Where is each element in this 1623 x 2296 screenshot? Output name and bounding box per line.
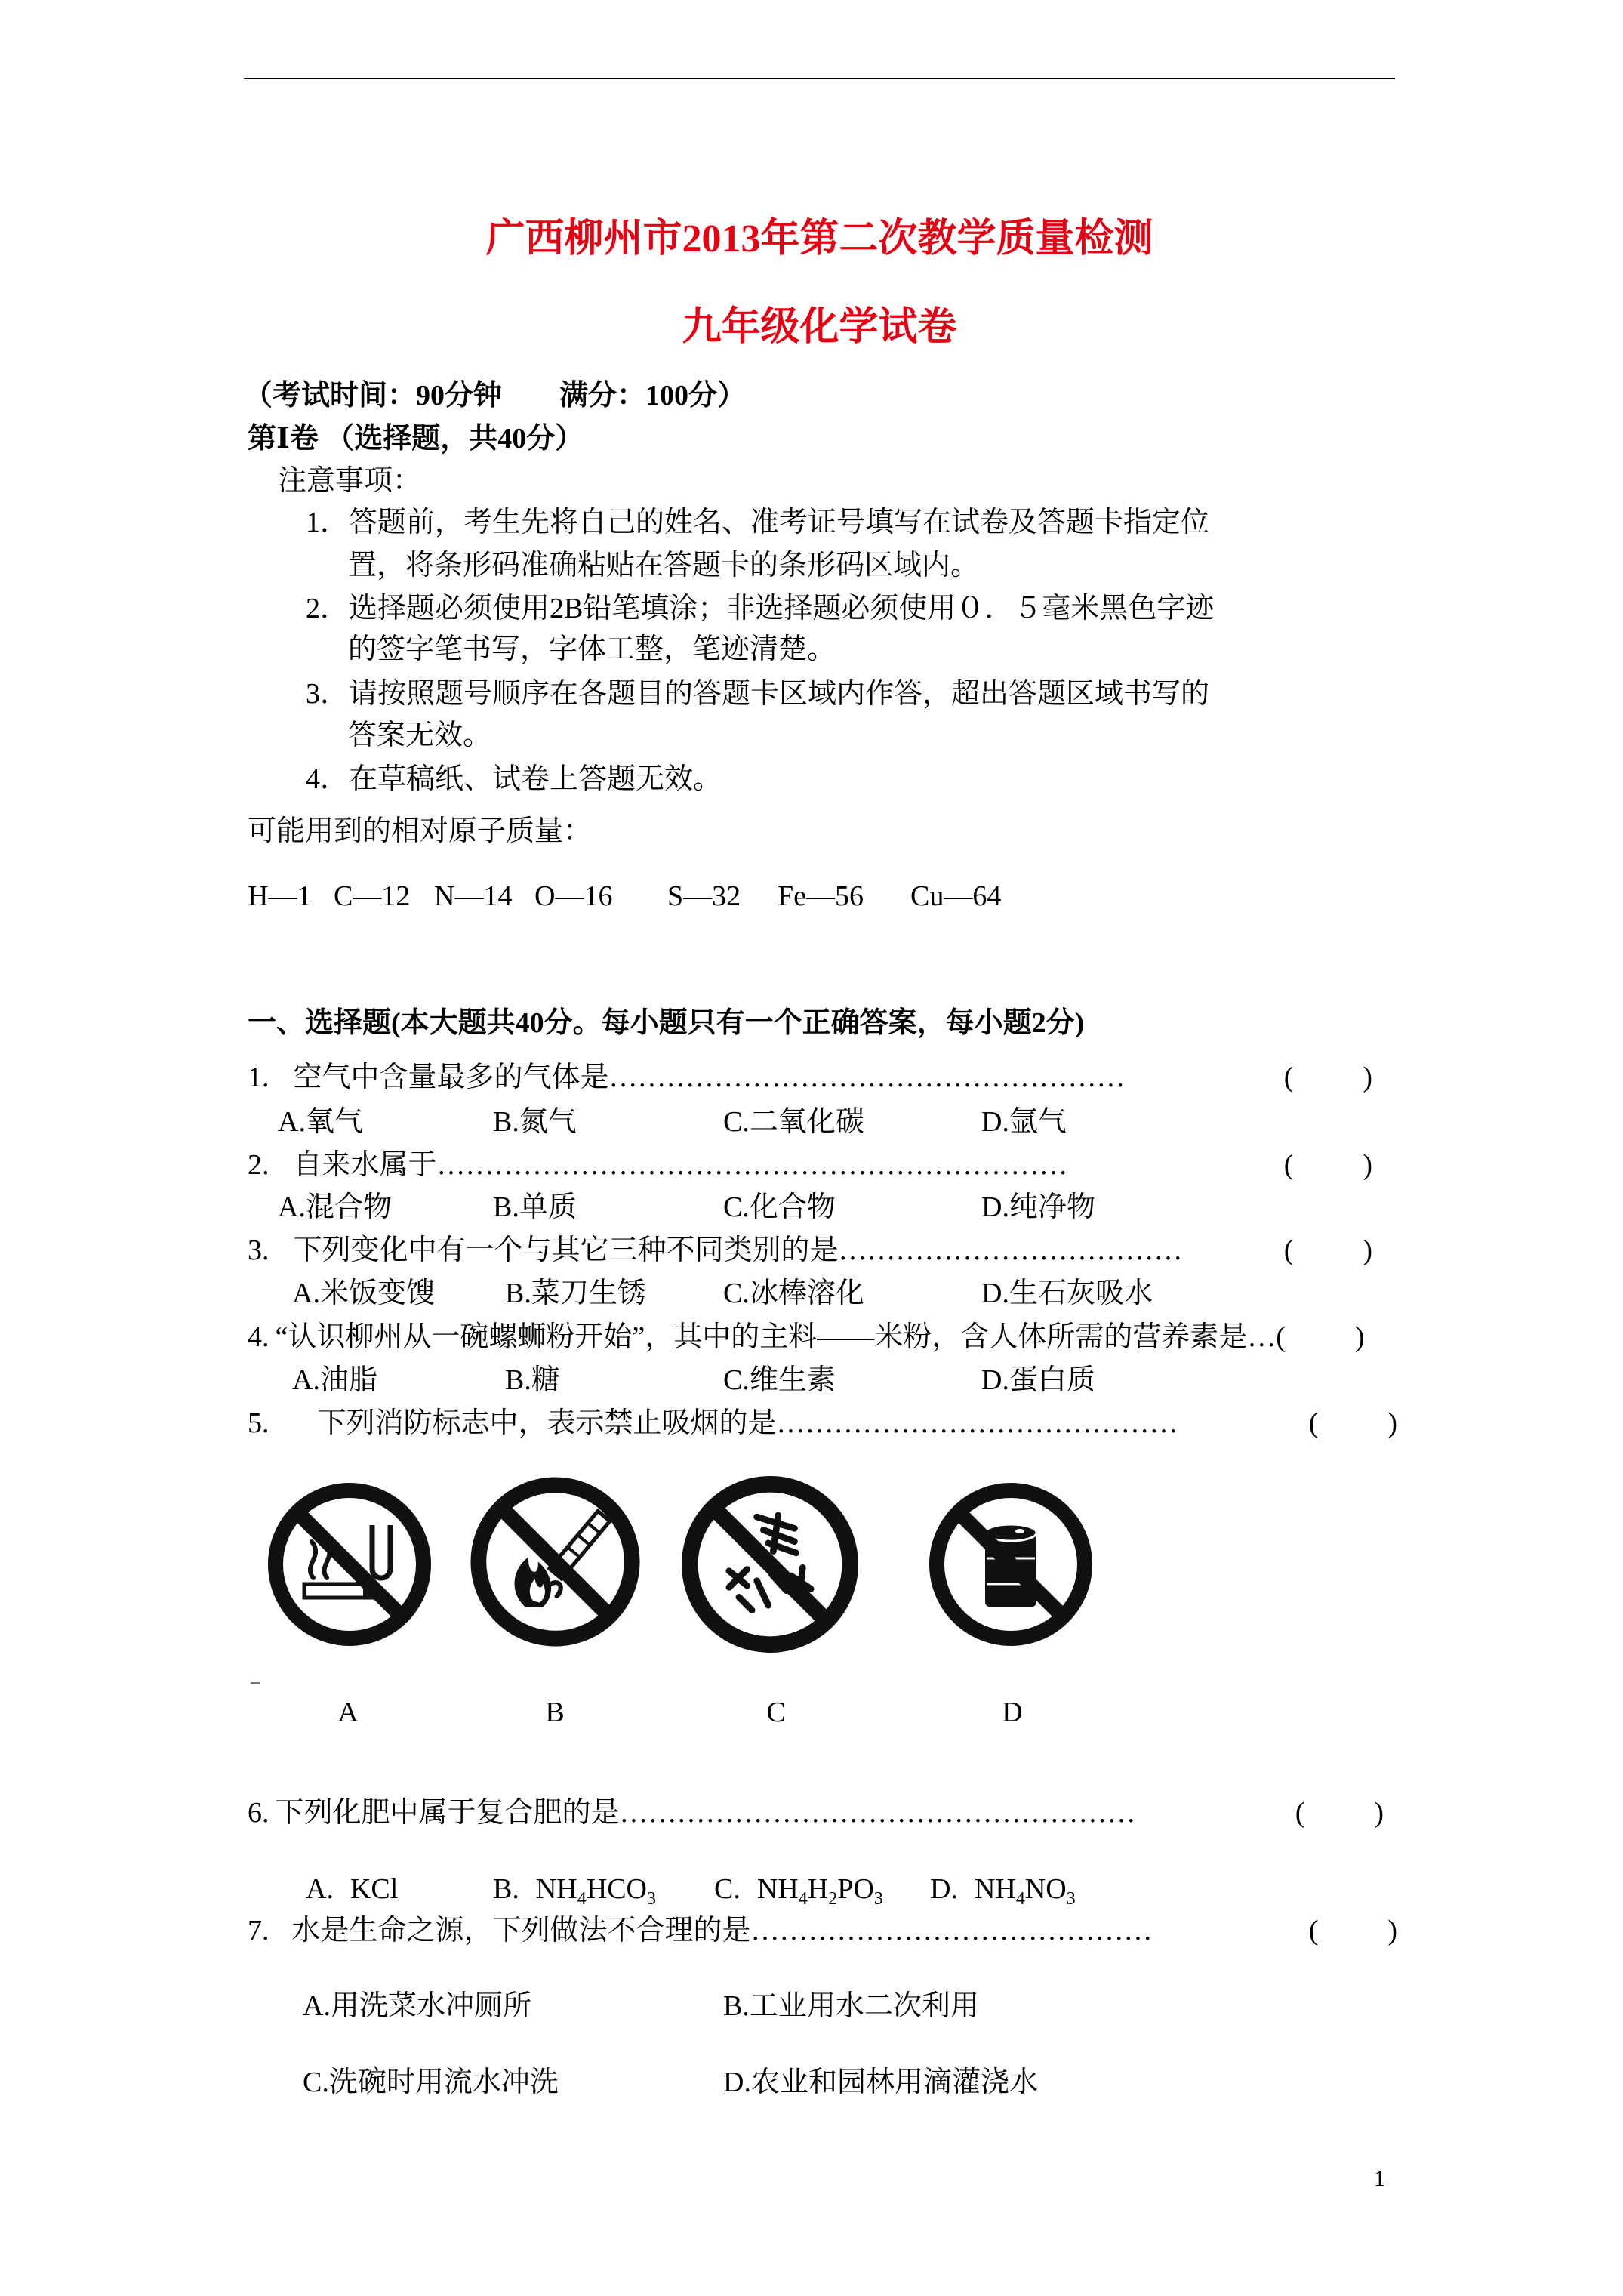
formula-subscript: 4 bbox=[577, 1889, 587, 1909]
formula-subscript: 3 bbox=[646, 1889, 656, 1909]
question-number: 5. bbox=[248, 1407, 269, 1439]
question-5 bbox=[248, 1409, 1397, 1438]
option-a bbox=[306, 1875, 398, 1903]
exam-subtitle: 九年级化学试卷 bbox=[682, 306, 957, 349]
formula-part: KCl bbox=[350, 1873, 399, 1905]
answer-bracket bbox=[1284, 1063, 1372, 1092]
atomic-mass-item: Cu—64 bbox=[910, 880, 1002, 912]
dot-leader: …………………………………… bbox=[776, 1409, 1178, 1438]
question-stem: 水是生命之源，下列做法不合理的是 bbox=[291, 1915, 751, 1946]
dot-leader: … bbox=[1247, 1323, 1277, 1351]
dot-leader: …………………………………… bbox=[750, 1916, 1153, 1945]
option-d: D.农业和园林用滴灌浇水 bbox=[723, 2066, 1038, 2098]
option-b: B.单质 bbox=[493, 1191, 577, 1223]
option-c: C.二氧化碳 bbox=[723, 1106, 864, 1138]
formula-subscript: 3 bbox=[1066, 1889, 1076, 1909]
sign-label-d: D bbox=[1002, 1697, 1023, 1728]
formula-subscript: 2 bbox=[828, 1889, 838, 1909]
sign-label-a: A bbox=[337, 1697, 359, 1728]
bracket-close: ) bbox=[1374, 1797, 1384, 1829]
option-label: A. bbox=[306, 1873, 334, 1905]
question-number: 2. bbox=[248, 1149, 269, 1181]
answer-bracket bbox=[1276, 1323, 1364, 1351]
question-number: 3. bbox=[248, 1234, 269, 1266]
header-rule bbox=[244, 78, 1395, 79]
answer-bracket bbox=[1284, 1151, 1372, 1179]
answer-bracket bbox=[1309, 1409, 1397, 1438]
notice-item-3-continued: 答案无效。 bbox=[348, 720, 492, 751]
no-fireworks-icon bbox=[672, 1466, 868, 1663]
bracket-close: ) bbox=[1363, 1234, 1372, 1266]
notice-title: 注意事项： bbox=[278, 465, 422, 497]
question-number: 1. bbox=[248, 1062, 269, 1093]
page-number: 1 bbox=[1374, 2166, 1385, 2191]
answer-bracket bbox=[1284, 1236, 1372, 1265]
formula-subscript: 4 bbox=[1015, 1889, 1025, 1909]
option-d: D.生石灰吸水 bbox=[981, 1277, 1153, 1309]
bracket-close: ) bbox=[1363, 1062, 1372, 1093]
notice-item-3: 3．请按照题号顺序在各题目的答题卡区域内作答，超出答题区域书写的 bbox=[306, 678, 1210, 710]
question-number: 7. bbox=[248, 1915, 269, 1946]
option-b: B.工业用水二次利用 bbox=[723, 1990, 979, 2022]
section-heading: 一、选择题(本大题共40分。每小题只有一个正确答案，每小题2分) bbox=[248, 1007, 1085, 1039]
formula-subscript: 3 bbox=[873, 1889, 883, 1909]
option-c: C.洗碗时用流水冲洗 bbox=[303, 2066, 559, 2098]
option-label: D. bbox=[930, 1873, 958, 1905]
option-b: B.菜刀生锈 bbox=[505, 1277, 646, 1309]
formula-part: HCO bbox=[586, 1873, 647, 1905]
atomic-mass-item: N—14 bbox=[434, 880, 513, 912]
option-a: A.氧气 bbox=[278, 1106, 363, 1138]
question-7 bbox=[248, 1916, 1397, 1945]
atomic-mass-item: H—1 bbox=[248, 880, 312, 912]
option-c: C.冰棒溶化 bbox=[723, 1277, 864, 1309]
formula-subscript: 4 bbox=[798, 1889, 808, 1909]
stray-mark bbox=[251, 1682, 260, 1684]
option-a: A.油脂 bbox=[292, 1364, 377, 1396]
option-c bbox=[714, 1875, 883, 1907]
no-smoking-icon bbox=[259, 1474, 440, 1655]
bracket-close: ) bbox=[1363, 1149, 1372, 1181]
option-b: B.糖 bbox=[505, 1364, 560, 1396]
question-1 bbox=[248, 1063, 1372, 1092]
notice-item-1-continued: 置，将条形码准确粘贴在答题卡的条形码区域内。 bbox=[348, 550, 980, 581]
bracket-open: ( bbox=[1308, 1915, 1319, 1946]
option-a: A.用洗菜水冲厕所 bbox=[303, 1990, 531, 2022]
bracket-open: ( bbox=[1283, 1234, 1294, 1266]
atomic-mass-item: Fe—56 bbox=[778, 880, 864, 912]
formula-part: NH bbox=[974, 1873, 1016, 1905]
sign-label-c: C bbox=[766, 1697, 786, 1728]
question-stem: 空气中含量最多的气体是 bbox=[293, 1062, 609, 1093]
dot-leader: ……………………………… bbox=[838, 1236, 1183, 1265]
sign-label-b: B bbox=[545, 1697, 565, 1728]
no-oil-drum-icon bbox=[920, 1474, 1101, 1655]
option-d: D.蛋白质 bbox=[981, 1364, 1095, 1396]
formula-part: PO bbox=[837, 1873, 874, 1905]
question-number: 6. bbox=[248, 1797, 269, 1829]
option-label: C. bbox=[714, 1873, 741, 1905]
option-label: B. bbox=[493, 1873, 519, 1905]
bracket-open: ( bbox=[1308, 1407, 1319, 1439]
exam-info: （考试时间：90分钟 满分：100分） bbox=[244, 380, 747, 411]
option-c: C.维生素 bbox=[723, 1364, 836, 1396]
bracket-close: ) bbox=[1387, 1407, 1397, 1439]
bracket-close: ) bbox=[1387, 1915, 1397, 1946]
formula-part: H bbox=[807, 1873, 829, 1905]
notice-item-2-continued: 的签字笔书写，字体工整，笔迹清楚。 bbox=[348, 633, 836, 665]
question-stem: 下列消防标志中，表示禁止吸烟的是 bbox=[317, 1407, 777, 1439]
bracket-open: ( bbox=[1283, 1062, 1294, 1093]
bracket-open: ( bbox=[1295, 1797, 1305, 1829]
question-stem: 下列化肥中属于复合肥的是 bbox=[275, 1797, 620, 1829]
option-c: C.化合物 bbox=[723, 1191, 836, 1223]
question-stem: 下列变化中有一个与其它三种不同类别的是 bbox=[293, 1234, 839, 1266]
formula-part: NO bbox=[1024, 1873, 1067, 1905]
bracket-open: ( bbox=[1283, 1149, 1294, 1181]
question-6 bbox=[248, 1798, 1384, 1827]
question-stem: 自来水属于 bbox=[293, 1149, 437, 1181]
atomic-mass-item: O—16 bbox=[534, 880, 613, 912]
part-heading: 第Ⅰ卷 （选择题，共40分） bbox=[248, 423, 584, 455]
option-a: A.混合物 bbox=[278, 1191, 392, 1223]
atomic-mass-label: 可能用到的相对原子质量： bbox=[248, 815, 593, 847]
atomic-mass-item: C—12 bbox=[334, 880, 411, 912]
atomic-mass-item: S—32 bbox=[667, 880, 741, 912]
formula-part: NH bbox=[756, 1873, 799, 1905]
option-d: D.氩气 bbox=[981, 1106, 1067, 1138]
no-open-flame-icon bbox=[461, 1468, 649, 1656]
question-3 bbox=[248, 1236, 1372, 1265]
option-a: A.米饭变馊 bbox=[292, 1277, 435, 1309]
question-2 bbox=[248, 1151, 1372, 1179]
notice-item-1: 1．答题前，考生先将自己的姓名、准考证号填写在试卷及答题卡指定位 bbox=[306, 507, 1210, 538]
formula-part: NH bbox=[535, 1873, 577, 1905]
bracket-close: ) bbox=[1354, 1321, 1365, 1353]
answer-bracket bbox=[1309, 1916, 1397, 1945]
dot-leader: ………………………………………………………… bbox=[436, 1151, 1068, 1179]
option-d: D.纯净物 bbox=[981, 1191, 1095, 1223]
answer-bracket bbox=[1295, 1798, 1384, 1827]
option-b: B.氮气 bbox=[493, 1106, 577, 1138]
bracket-open: ( bbox=[1276, 1321, 1286, 1353]
exam-title: 广西柳州市2013年第二次教学质量检测 bbox=[485, 217, 1153, 260]
option-d bbox=[930, 1875, 1076, 1907]
question-stem: “认识柳州从一碗螺蛳粉开始”，其中的主料——米粉，含人体所需的营养素是 bbox=[275, 1321, 1248, 1353]
question-number: 4. bbox=[248, 1321, 269, 1353]
question-4 bbox=[248, 1323, 1365, 1351]
notice-item-2: 2．选择题必须使用2B铅笔填涂；非选择题必须使用０．５毫米黑色字迹 bbox=[306, 593, 1215, 624]
dot-leader: ……………………………………………… bbox=[619, 1798, 1136, 1827]
dot-leader: ……………………………………………… bbox=[608, 1063, 1126, 1092]
notice-item-4: 4．在草稿纸、试卷上答题无效。 bbox=[306, 763, 722, 795]
option-b bbox=[493, 1875, 656, 1907]
